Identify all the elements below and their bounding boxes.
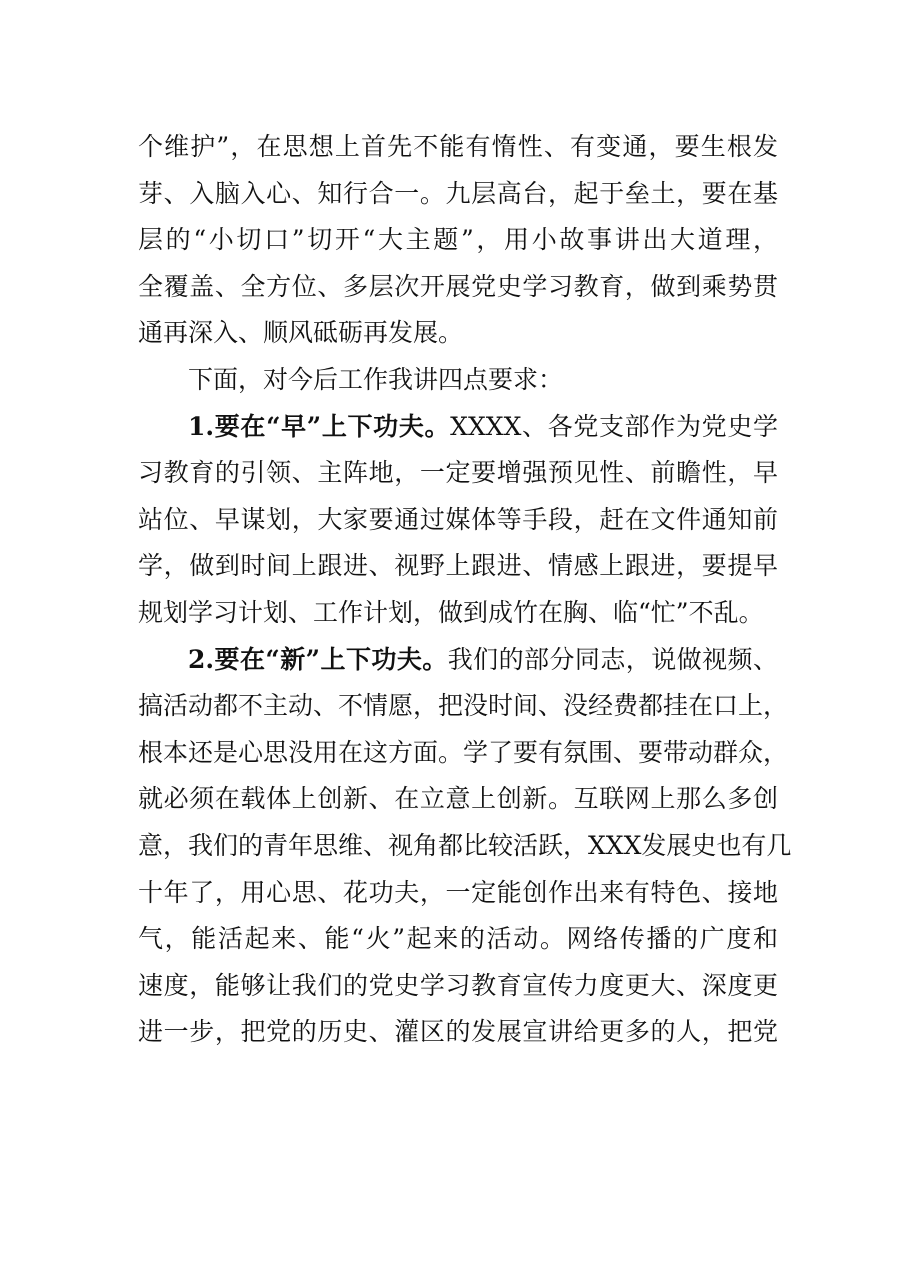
text-line: 就必须在载体上创新、在立意上创新。互联网上那么多创 <box>138 784 778 814</box>
requirement-1 <box>138 404 778 637</box>
text-line: 芽、入脑入心、知行合一。九层高台，起于垒土，要在基 <box>138 178 778 208</box>
text-line: 规划学习计划、工作计划，做到成竹在胸、临“忙”不乱。 <box>138 597 764 627</box>
requirement-1-first-line <box>138 404 778 451</box>
body-text <box>138 124 792 1056</box>
text-line: 学，做到时间上跟进、视野上跟进、情感上跟进，要提早 <box>138 551 778 581</box>
text-line: 进一步，把党的历史、灌区的发展宣讲给更多的人，把党 <box>138 1017 778 1047</box>
text-line: 十年了，用心思、花功夫，一定能创作出来有特色、接地 <box>138 877 778 907</box>
text-line: 全覆盖、全方位、多层次开展党史学习教育，做到乘势贯 <box>138 271 778 301</box>
text-line: 通再深入、顺风砥砺再发展。 <box>138 318 464 348</box>
text-line: 气，能活起来、能“火”起来的活动。网络传播的广度和 <box>138 924 778 954</box>
text-line: 站位、早谋划，大家要通过媒体等手段，赶在文件通知前 <box>138 504 778 534</box>
text-line: 意，我们的青年思维、视角都比较活跃，XXX发展史也有几 <box>138 830 792 860</box>
text-line: 层的“小切口”切开“大主题”，用小故事讲出大道理， <box>138 225 778 255</box>
text-line: 个维护”，在思想上首先不能有惰性、有变通，要生根发 <box>138 132 778 161</box>
requirement-1-lead-text: XXXX、各党支部作为党史学 <box>450 411 779 441</box>
requirement-2 <box>138 637 792 1056</box>
requirement-2-lead-text: 我们的部分同志，说做视频、 <box>447 644 778 674</box>
text-line: 速度，能够让我们的党史学习教育宣传力度更大、深度更 <box>138 970 778 1000</box>
text-line: 下面，对今后工作我讲四点要求： <box>188 364 564 394</box>
paragraph-intro <box>138 124 778 357</box>
requirement-1-heading: 1.要在“早”上下功夫。 <box>188 411 451 441</box>
paragraph-transition <box>138 357 778 404</box>
text-line: 根本还是心思没用在这方面。学了要有氛围、要带动群众， <box>138 737 789 767</box>
requirement-2-first-line <box>138 637 778 684</box>
text-line: 搞活动都不主动、不情愿，把没时间、没经费都挂在口上， <box>138 691 789 721</box>
text-line: 习教育的引领、主阵地，一定要增强预见性、前瞻性，早 <box>138 458 778 488</box>
requirement-2-heading: 2.要在“新”上下功夫。 <box>188 644 448 674</box>
